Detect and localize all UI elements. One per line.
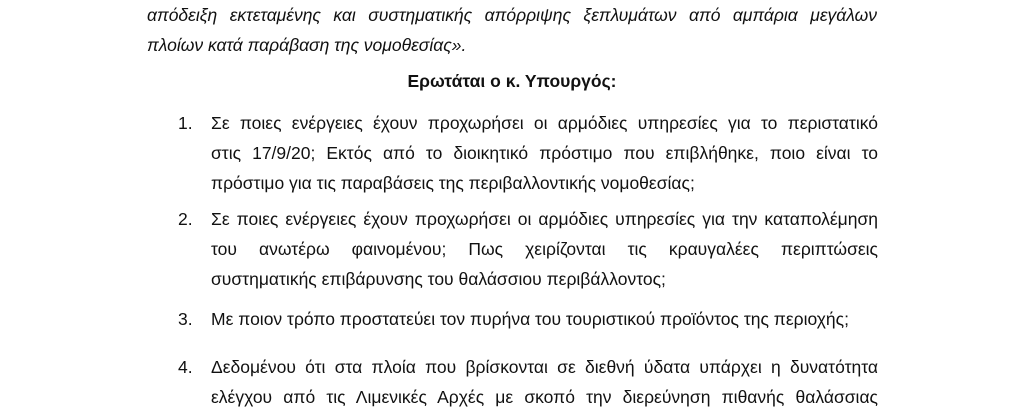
question-line: Σε ποιες ενέργειες έχουν προχωρήσει οι αρμόδιες υπηρεσίες για το περιστατικό <box>211 113 878 133</box>
question-text <box>211 108 878 198</box>
question-number: 1. <box>178 113 193 133</box>
question-number: 4. <box>178 357 193 377</box>
question-number: 2. <box>178 209 193 229</box>
question-heading: Ερωτάται ο κ. Υπουργός: <box>407 71 617 91</box>
question-line: ελέγχου από τις Λιμενικές Αρχές με σκοπό την διερεύνηση πιθανής θαλάσσιας <box>211 387 878 407</box>
intro-paragraph <box>147 0 877 60</box>
intro-line: απόδειξη εκτεταμένης και συστηματικής απόρριψης ξεπλυμάτων από αμπάρια μεγάλων <box>147 5 877 25</box>
question-line: συστηματικής επιβάρυνσης του θαλάσσιου περιβάλλοντος; <box>211 269 666 289</box>
question-line: πρόστιμο για τις παραβάσεις της περιβαλλοντικής νομοθεσίας; <box>211 173 695 193</box>
question-text <box>211 204 878 294</box>
intro-line: πλοίων κατά παράβαση της νομοθεσίας». <box>147 35 467 55</box>
question-line: στις 17/9/20; Εκτός από το διοικητικό πρόστιμο που επιβλήθηκε, ποιο είναι το <box>211 143 878 163</box>
question-number: 3. <box>178 309 193 329</box>
question-line: Σε ποιες ενέργειες έχουν προχωρήσει οι αρμόδιες υπηρεσίες για την καταπολέμηση <box>211 209 878 229</box>
question-text <box>211 352 878 412</box>
question-text <box>211 304 878 334</box>
question-line: Με ποιον τρόπο προστατεύει τον πυρήνα του τουριστικού προϊόντος της περιοχής; <box>211 309 849 329</box>
question-line: του ανωτέρω φαινομένου; Πως χειρίζονται τις κραυγαλέες περιπτώσεις <box>211 239 878 259</box>
question-line: Δεδομένου ότι στα πλοία που βρίσκονται σε διεθνή ύδατα υπάρχει η δυνατότητα <box>211 357 878 377</box>
